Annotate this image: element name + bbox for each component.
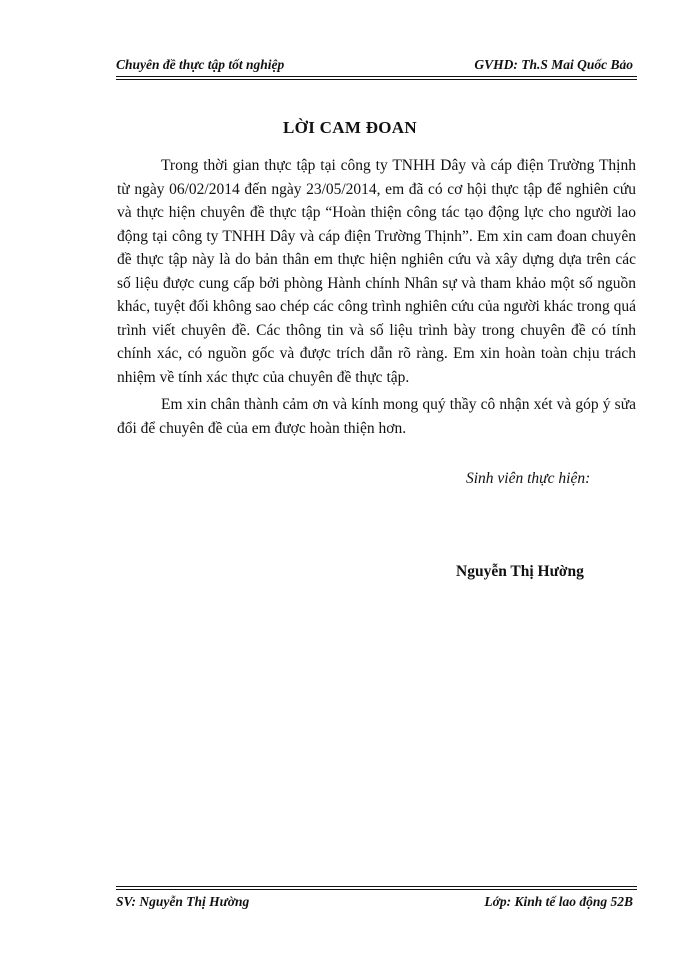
body-paragraph-thanks: Em xin chân thành cảm ơn và kính mong quý thầy cô nhận xét và góp ý sửa đổi để chuyên đề của em được hoàn thiện hơn. — [117, 396, 636, 437]
signature-name: Nguyễn Thị Hường — [456, 563, 584, 580]
document-body — [117, 154, 636, 440]
footer-class: Lớp: Kinh tế lao động 52B — [484, 894, 633, 909]
page-header — [116, 54, 637, 76]
footer-student: SV: Nguyễn Thị Hường — [116, 894, 250, 909]
signature-label: Sinh viên thực hiện: — [466, 470, 591, 487]
header-document-type: Chuyên đề thực tập tốt nghiệp — [116, 57, 285, 72]
page-footer — [116, 892, 637, 914]
header-double-rule — [116, 76, 637, 80]
body-paragraph-declaration: Trong thời gian thực tập tại công ty TNHH Dây và cáp điện Trường Thịnh từ ngày 06/02/2014 đến ngày 23/05/2014, em đã có cơ hội thực tập để nghiên cứu và thực hiện chuyên đề thực tập “Hoàn thiện công tác tạo động lực cho người lao động tại công ty TNHH Dây và cáp điện Trường Thịnh”. Em xin cam đoan chuyên đề thực tập này là do bản thân em thực hiện nghiên cứu và xây dựng dựa trên các số liệu được cung cấp bởi phòng Hành chính Nhân sự và tham khảo một số nguồn khác, tuyệt đối không sao chép các công trình nghiên cứu của người khác trong quá trình viết chuyên đề. Các thông tin và số liệu trình bày trong chuyên đề có tính chính xác, có nguồn gốc và được trích dẫn rõ ràng. Em xin hoàn toàn chịu trách nhiệm về tính xác thực của chuyên đề thực tập. — [117, 157, 636, 386]
page-title: LỜI CAM ĐOAN — [283, 118, 417, 137]
footer-double-rule — [116, 886, 637, 890]
header-supervisor: GVHD: Th.S Mai Quốc Bảo — [474, 57, 633, 72]
